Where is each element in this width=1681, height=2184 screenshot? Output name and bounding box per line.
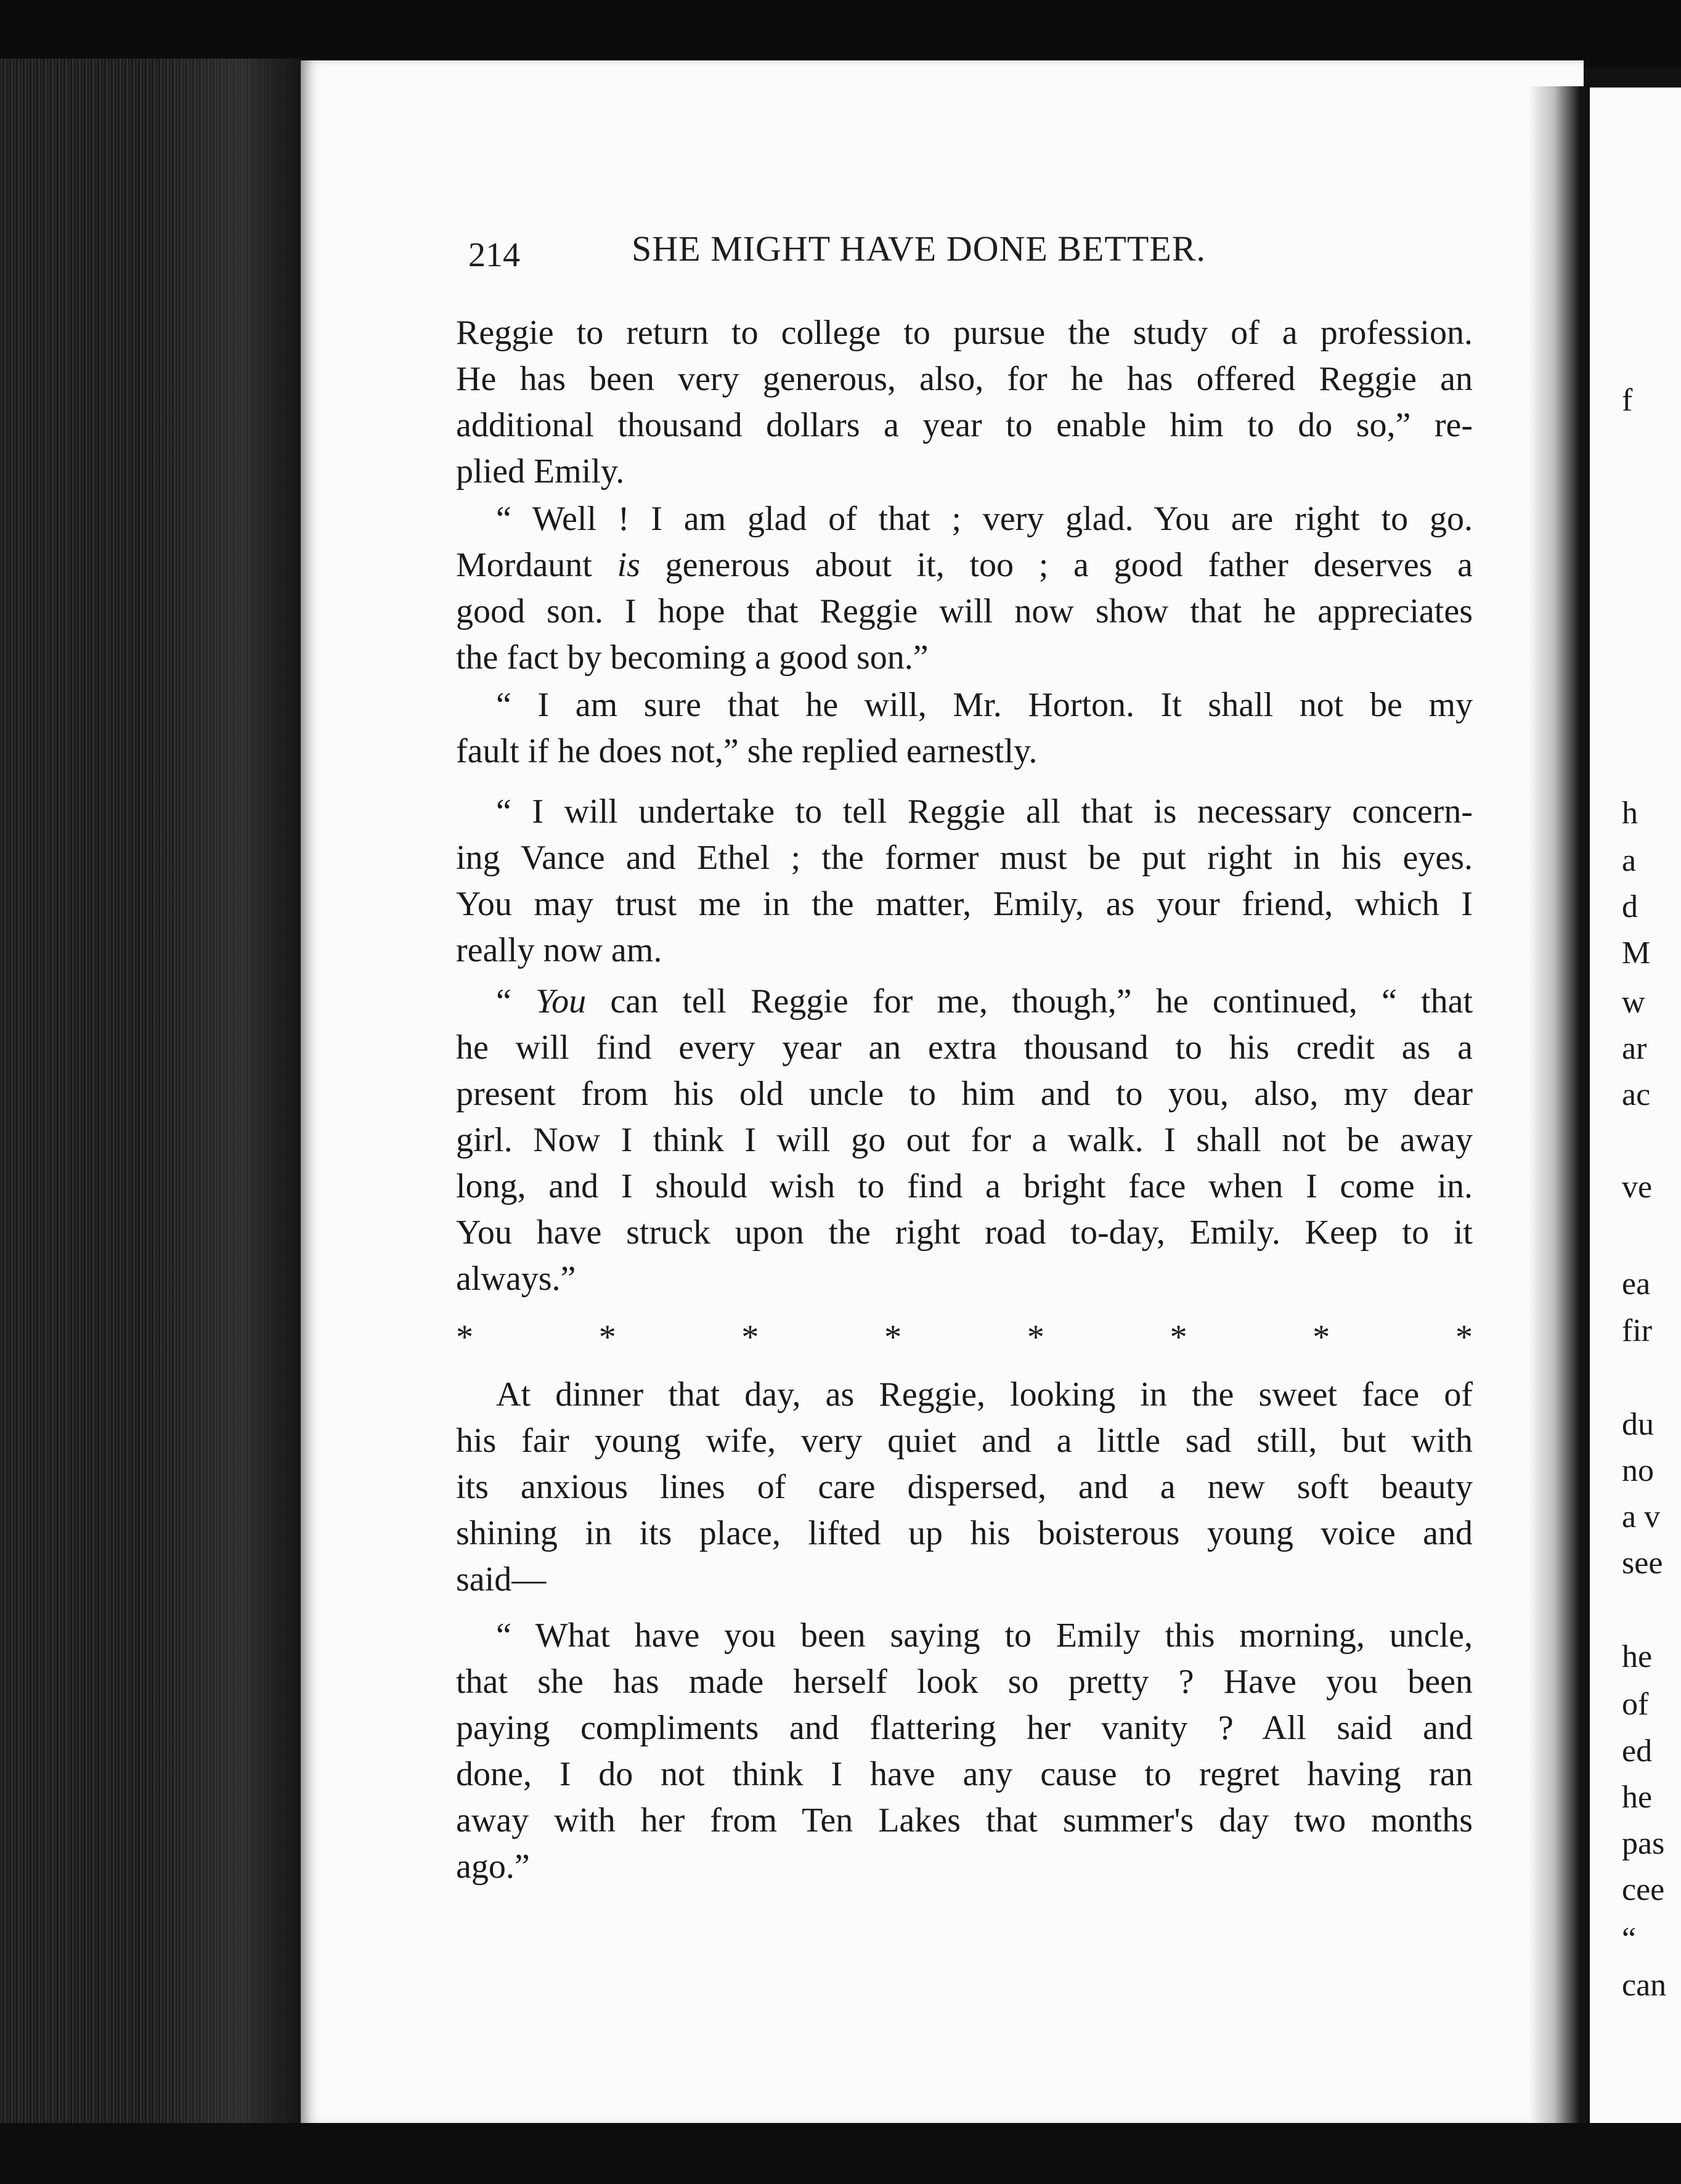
facing-page-fragment: M: [1622, 935, 1651, 971]
text-line: paying compliments and flattering her vanity ? All said and: [456, 1709, 1473, 1747]
book-page-edges: [0, 59, 301, 2184]
paragraph-what-have-you-been: [456, 1613, 1473, 1890]
text-line: Reggie to return to college to pursue the study of a profession.: [456, 314, 1473, 352]
section-break: [456, 1314, 1473, 1361]
text-line: always.”: [456, 1260, 576, 1298]
paragraph-i-am-sure: [456, 682, 1473, 775]
text-line: that she has made herself look so pretty ? Have you been: [456, 1663, 1473, 1701]
text-line: You have struck upon the right road to-day, Emily. Keep to it: [456, 1213, 1473, 1252]
paragraph-you-can-tell-reggie: [456, 979, 1473, 1302]
text-line: additional thousand dollars a year to enable him to do so,” re-: [456, 406, 1473, 444]
facing-page-edge: [1590, 88, 1681, 2133]
facing-page-fragment: ve: [1622, 1170, 1653, 1205]
text-line: present from his old uncle to him and to you, also, my dear: [456, 1075, 1473, 1113]
text-line: “ I am sure that he will, Mr. Horton. It shall not be my: [496, 686, 1473, 724]
facing-page-fragment: f: [1622, 383, 1633, 418]
facing-page-fragment: ed: [1622, 1734, 1653, 1769]
text-line: long, and I should wish to find a bright face when I come in.: [456, 1167, 1473, 1205]
text-line: You may trust me in the matter, Emily, as your friend, which I: [456, 885, 1473, 923]
text-line: really now am.: [456, 931, 662, 969]
facing-page-fragment: he: [1622, 1639, 1653, 1674]
facing-page-fragment: no: [1622, 1453, 1654, 1488]
text-line: the fact by becoming a good son.”: [456, 638, 929, 677]
text-line: said—: [456, 1560, 547, 1599]
facing-page-fragment: “: [1622, 1921, 1637, 1957]
facing-page-fragment: he: [1622, 1780, 1653, 1815]
text-line: “ I will undertake to tell Reggie all that is necessary concern-: [496, 793, 1473, 831]
text-line: Mordaunt is generous about it, too ; a good father deserves a: [456, 546, 1473, 584]
text-line: He has been very generous, also, for he has offered Reggie an: [456, 360, 1473, 398]
text-line: “ You can tell Reggie for me, though,” he continued, “ that: [496, 982, 1473, 1021]
text-line: his fair young wife, very quiet and a little sad still, but with: [456, 1422, 1473, 1460]
facing-page-fragment: see: [1622, 1546, 1663, 1581]
text-line: fault if he does not,” she replied earnestly.: [456, 732, 1038, 770]
text-line: “ What have you been saying to Emily this morning, uncle,: [496, 1616, 1473, 1655]
facing-page-fragment: ar: [1622, 1031, 1647, 1066]
page-number: 214: [468, 236, 520, 274]
paragraph-continuation: [456, 310, 1473, 495]
text-line: ago.”: [456, 1848, 530, 1886]
text-line: girl. Now I think I will go out for a walk. I shall not be away: [456, 1121, 1473, 1159]
facing-page-fragment: h: [1622, 796, 1638, 831]
text-line: good son. I hope that Reggie will now show that he appreciates: [456, 592, 1473, 630]
text-line: At dinner that day, as Reggie, looking in the sweet face of: [496, 1375, 1473, 1414]
facing-page-fragment: of: [1622, 1687, 1649, 1722]
text-line: done, I do not think I have any cause to regret having ran: [456, 1755, 1473, 1793]
text-line: its anxious lines of care dispersed, and a new soft beauty: [456, 1468, 1473, 1506]
paragraph-at-dinner: [456, 1372, 1473, 1603]
running-title: SHE MIGHT HAVE DONE BETTER.: [632, 229, 1206, 269]
facing-page-fragment: d: [1622, 889, 1638, 924]
facing-page-fragment: fir: [1622, 1313, 1653, 1348]
paragraph-well-i-am-glad: [456, 496, 1473, 681]
scan-background-top: [0, 0, 1681, 68]
facing-page-fragment: can: [1622, 1968, 1667, 2003]
facing-page-fragment: ac: [1622, 1077, 1651, 1112]
text-line: plied Emily.: [456, 452, 625, 491]
facing-page-fragment: du: [1622, 1407, 1654, 1442]
facing-page-fragment: a: [1622, 843, 1637, 878]
facing-page-fragment: pas: [1622, 1826, 1665, 1861]
text-line: away with her from Ten Lakes that summer's day two months: [456, 1801, 1473, 1840]
text-line: he will find every year an extra thousand to his credit as a: [456, 1029, 1473, 1067]
asterisk-divider: * * * * * * * *: [456, 1318, 1473, 1356]
text-line: shining in its place, lifted up his boisterous young voice and: [456, 1514, 1473, 1552]
facing-page-fragment: w: [1622, 985, 1645, 1020]
scan-background-bottom: [0, 2123, 1681, 2184]
text-line: “ Well ! I am glad of that ; very glad. You are right to go.: [496, 500, 1473, 538]
facing-page-fragment: a v: [1622, 1499, 1661, 1534]
text-line: ing Vance and Ethel ; the former must be put right in his eyes.: [456, 839, 1473, 877]
running-head: [468, 228, 1343, 283]
facing-page-fragment: ea: [1622, 1266, 1651, 1302]
facing-page-fragment: cee: [1622, 1872, 1665, 1907]
paragraph-i-will-undertake: [456, 789, 1473, 974]
